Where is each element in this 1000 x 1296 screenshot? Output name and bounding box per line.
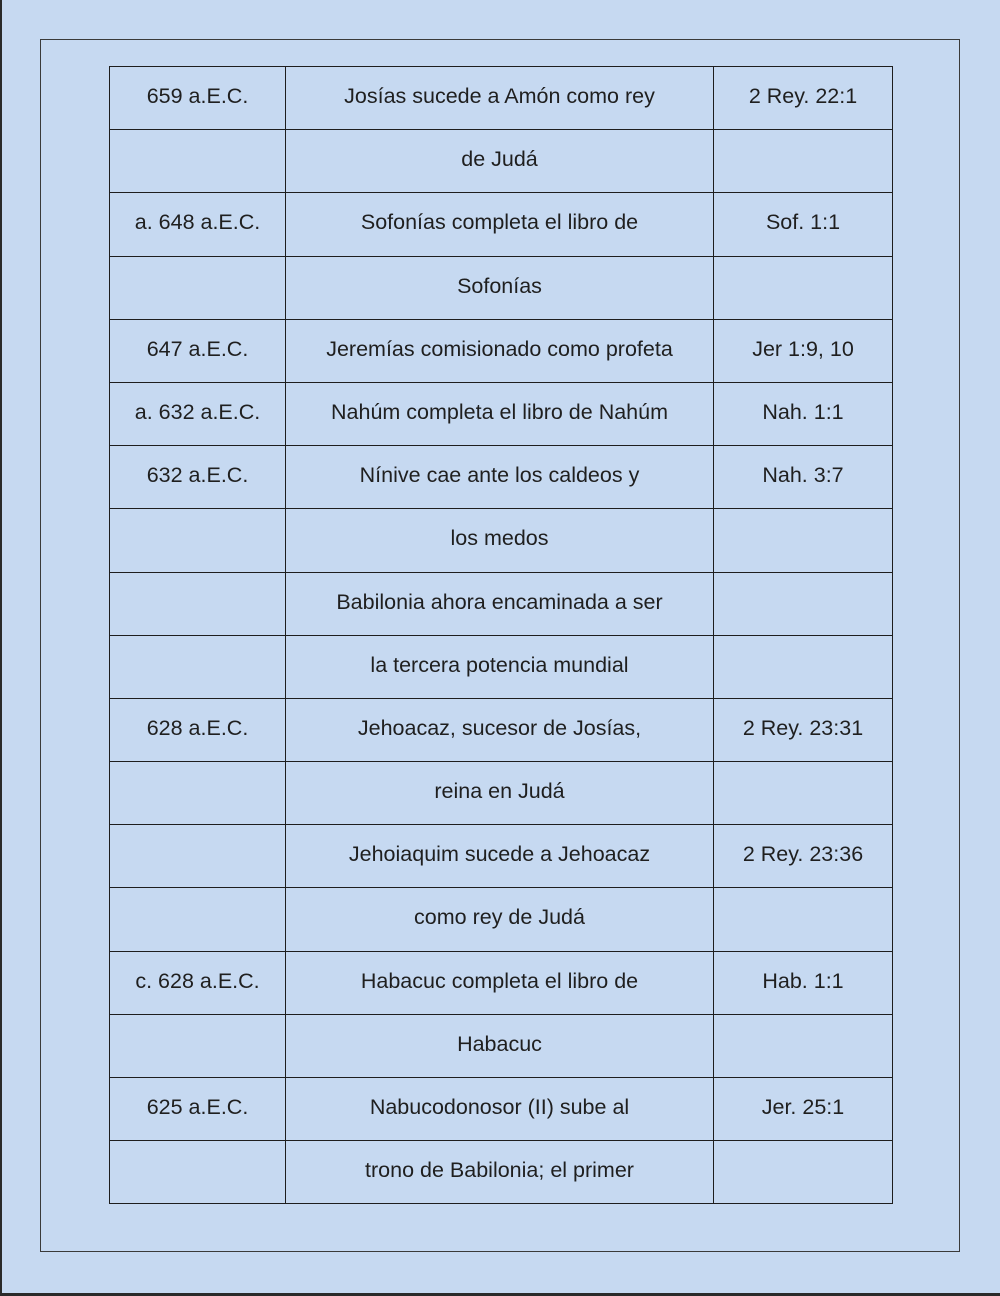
table-row: [110, 193, 893, 256]
table-row: [110, 130, 893, 193]
table-row: [110, 888, 893, 951]
reference-cell: [714, 256, 893, 319]
event-cell: Habacuc: [286, 1014, 714, 1077]
date-cell: [110, 130, 286, 193]
reference-cell: [714, 635, 893, 698]
event-cell: los medos: [286, 509, 714, 572]
date-cell: 628 a.E.C.: [110, 698, 286, 761]
date-cell: a. 648 a.E.C.: [110, 193, 286, 256]
reference-cell: Jer 1:9, 10: [714, 319, 893, 382]
reference-cell: [714, 1141, 893, 1204]
date-cell: [110, 635, 286, 698]
event-cell: Jehoacaz, sucesor de Josías,: [286, 698, 714, 761]
date-cell: [110, 762, 286, 825]
table-row: [110, 572, 893, 635]
date-cell: [110, 256, 286, 319]
event-cell: Sofonías completa el libro de: [286, 193, 714, 256]
table-row: [110, 446, 893, 509]
reference-cell: 2 Rey. 23:31: [714, 698, 893, 761]
chronology-table: [109, 66, 893, 1204]
event-cell: Josías sucede a Amón como rey: [286, 67, 714, 130]
event-cell: Nínive cae ante los caldeos y: [286, 446, 714, 509]
event-cell: Nahúm completa el libro de Nahúm: [286, 382, 714, 445]
table-row: [110, 1078, 893, 1141]
date-cell: 659 a.E.C.: [110, 67, 286, 130]
table-row: [110, 382, 893, 445]
event-cell: Babilonia ahora encaminada a ser: [286, 572, 714, 635]
date-cell: [110, 509, 286, 572]
reference-cell: [714, 888, 893, 951]
reference-cell: Nah. 1:1: [714, 382, 893, 445]
event-cell: como rey de Judá: [286, 888, 714, 951]
date-cell: [110, 888, 286, 951]
event-cell: Jehoiaquim sucede a Jehoacaz: [286, 825, 714, 888]
table-row: [110, 1141, 893, 1204]
date-cell: [110, 572, 286, 635]
reference-cell: [714, 762, 893, 825]
reference-cell: 2 Rey. 23:36: [714, 825, 893, 888]
event-cell: reina en Judá: [286, 762, 714, 825]
reference-cell: [714, 509, 893, 572]
event-cell: Sofonías: [286, 256, 714, 319]
table-row: [110, 1014, 893, 1077]
reference-cell: 2 Rey. 22:1: [714, 67, 893, 130]
table-row: [110, 509, 893, 572]
event-cell: Nabucodonosor (II) sube al: [286, 1078, 714, 1141]
table-row: [110, 635, 893, 698]
table-row: [110, 319, 893, 382]
page-edge-left: [0, 0, 2, 1296]
event-cell: Habacuc completa el libro de: [286, 951, 714, 1014]
reference-cell: [714, 1014, 893, 1077]
reference-cell: Sof. 1:1: [714, 193, 893, 256]
table-row: [110, 67, 893, 130]
table-row: [110, 825, 893, 888]
reference-cell: Hab. 1:1: [714, 951, 893, 1014]
date-cell: 625 a.E.C.: [110, 1078, 286, 1141]
event-cell: la tercera potencia mundial: [286, 635, 714, 698]
date-cell: 632 a.E.C.: [110, 446, 286, 509]
date-cell: c. 628 a.E.C.: [110, 951, 286, 1014]
reference-cell: [714, 572, 893, 635]
date-cell: 647 a.E.C.: [110, 319, 286, 382]
reference-cell: Nah. 3:7: [714, 446, 893, 509]
reference-cell: [714, 130, 893, 193]
event-cell: de Judá: [286, 130, 714, 193]
table-row: [110, 951, 893, 1014]
table-row: [110, 698, 893, 761]
event-cell: Jeremías comisionado como profeta: [286, 319, 714, 382]
date-cell: [110, 1141, 286, 1204]
event-cell: trono de Babilonia; el primer: [286, 1141, 714, 1204]
date-cell: [110, 1014, 286, 1077]
table-row: [110, 256, 893, 319]
date-cell: [110, 825, 286, 888]
date-cell: a. 632 a.E.C.: [110, 382, 286, 445]
chronology-table-body: [110, 67, 893, 1204]
reference-cell: Jer. 25:1: [714, 1078, 893, 1141]
table-row: [110, 762, 893, 825]
